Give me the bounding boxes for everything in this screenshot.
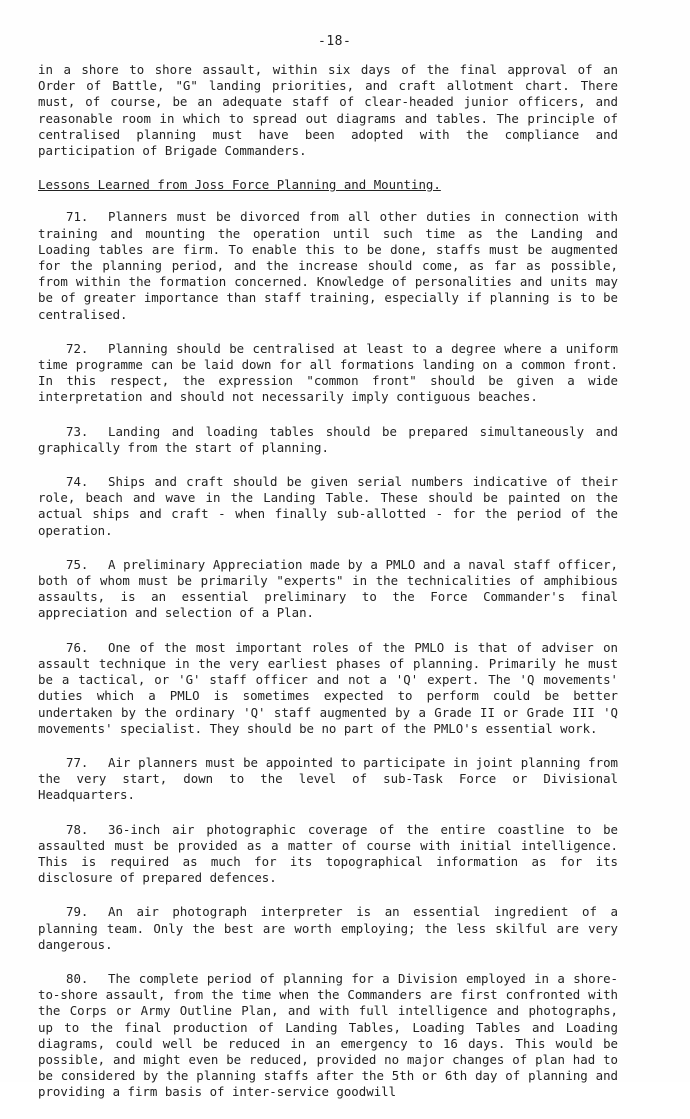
- paragraph-text: Planning should be centralised at least to a degree where a uniform time programme can be laid down for all formations landing on a common front. In this respect, the expression "common front" should be given a wide interpretation and should not necessarily imply contiguous beaches.: [38, 340, 618, 405]
- paragraph-number: 77.: [66, 754, 89, 770]
- numbered-paragraphs: [38, 209, 618, 1100]
- paragraph-text: An air photograph interpreter is an essential ingredient of a planning team. Only the best are worth employing; the less skilful are very dangerous.: [38, 904, 618, 952]
- paragraph-75: [38, 557, 618, 622]
- paragraph-78: [38, 822, 618, 887]
- paragraph-text: One of the most important roles of the PMLO is that of adviser on assault technique in the very earliest phases of planning. Primarily he must be a tactical, or 'G' staff officer and not a 'Q' expert. The 'Q movements' duties which a PMLO is sometimes expected to perform could be better undertaken by the ordinary 'Q' staff augmented by a Grade II or Grade III 'Q movements' specialist. They should be no part of the PMLO's essential work.: [38, 639, 618, 736]
- paragraph-76: [38, 640, 618, 737]
- paragraph-text: Ships and craft should be given serial numbers indicative of their role, beach and wave in the Landing Table. These should be painted on the actual ships and craft - when finally sub-allotted - for the period of the operation.: [38, 474, 618, 538]
- paragraph-text: 36-inch air photographic coverage of the entire coastline to be assaulted must be provided as a matter of course with initial intelligence. This is required as much for its topographical information as for its disclosure of prepared defences.: [38, 821, 618, 886]
- paragraph-number: 78.: [66, 821, 89, 837]
- paragraph-number: 74.: [66, 474, 89, 490]
- paragraph-number: 80.: [66, 970, 89, 986]
- paragraph-79: [38, 904, 618, 953]
- paragraph-71: [38, 209, 618, 322]
- page-number: -18-: [318, 34, 352, 49]
- paragraph-text: Planners must be divorced from all other duties in connection with training and mounting the operation until such time as the Landing and Loading tables are firm. To enable this to be done, staffs must be augmented for the planning period, and the increase should come, as far as possible, from within the formation concerned. Knowledge of personalities and units may be of greater importance than staff training, especially if planning is to be centralised.: [38, 209, 618, 322]
- section-heading: Lessons Learned from Joss Force Planning and Mounting.: [38, 177, 441, 193]
- paragraph-number: 71.: [66, 209, 89, 225]
- paragraph-text: Landing and loading tables should be prepared simultaneously and graphically from the start of planning.: [38, 423, 618, 455]
- paragraph-text: The complete period of planning for a Division employed in a shore-to-shore assault, from the time when the Commanders are first confronted with the Corps or Army Outline Plan, and with full intelligence and photographs, up to the final production of Landing Tables, Loading Tables and Loading diagrams, could well be reduced in an emergency to 16 days. This would be possible, and might even be reduced, provided no major changes of plan had to be considered by the planning staffs after the 5th or 6th day of planning and providing a firm basis of inter-service goodwill: [38, 970, 618, 1100]
- paragraph-number: 79.: [66, 904, 89, 920]
- paragraph-73: [38, 424, 618, 456]
- paragraph-number: 72.: [66, 340, 89, 356]
- paragraph-80: [38, 971, 618, 1101]
- paragraph-number: 73.: [66, 423, 89, 439]
- paragraph-number: 76.: [66, 639, 89, 655]
- paragraph-text: Air planners must be appointed to participate in joint planning from the very start, down to the level of sub-Task Force or Divisional Headquarters.: [38, 754, 618, 803]
- paragraph-number: 75.: [66, 556, 89, 572]
- paragraph-text: A preliminary Appreciation made by a PMLO and a naval staff officer, both of whom must be primarily "experts" in the technicalities of amphibious assaults, is an essential preliminary to the Force Commander's final appreciation and selection of a Plan.: [38, 556, 618, 621]
- document-body: [38, 62, 618, 1119]
- intro-paragraph: in a shore to shore assault, within six days of the final approval of an Order of Battle, "G" landing priorities, and craft allotment chart. There must, of course, be an adequate staff of clear-headed junior officers, and reasonable room in which to spread out diagrams and tables. The principle of centralised planning must have been adopted with the compliance and participation of Brigade Commanders.: [38, 62, 618, 159]
- paragraph-77: [38, 755, 618, 804]
- paragraph-74: [38, 474, 618, 539]
- paragraph-72: [38, 341, 618, 406]
